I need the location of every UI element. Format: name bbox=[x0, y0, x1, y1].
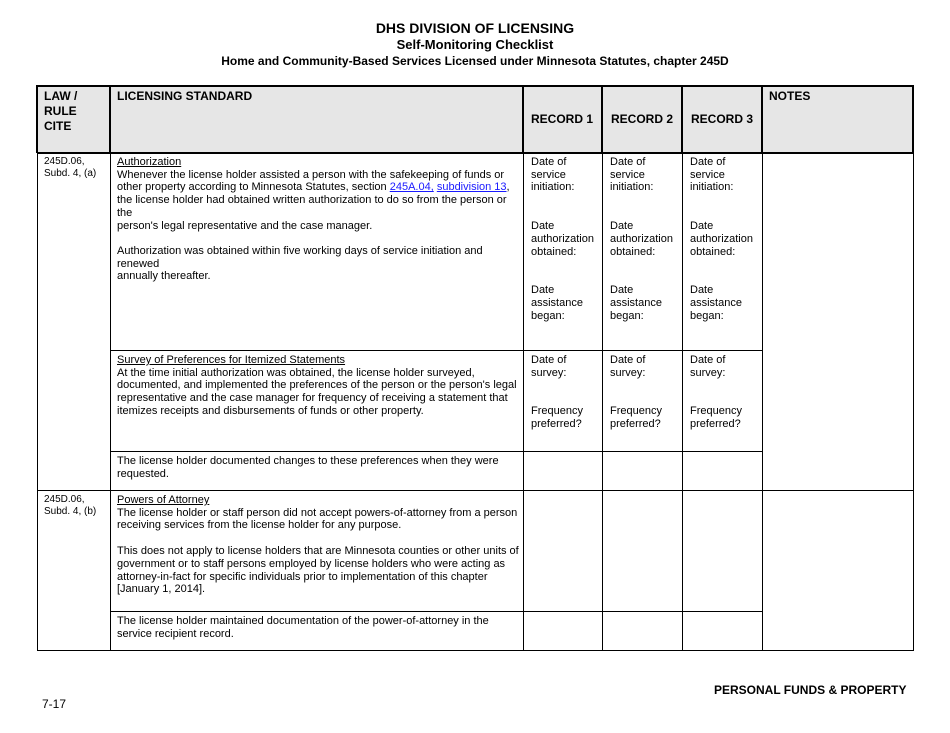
survey-preferences-standard: Survey of Preferences for Itemized Statements At the time initial authorization was obtained, the license holder surveyed, documented, and implemented the preferences of the person or the person's legal representative and the case manager for frequency of receiving a statement that itemizes receipts and disbursements of funds or other property. bbox=[117, 354, 522, 418]
header-bottom-border bbox=[37, 152, 914, 154]
powers-of-attorney-title: Powers of Attorney bbox=[117, 494, 210, 506]
law-rule-cite-header: LAW / RULE CITE bbox=[44, 89, 78, 133]
col-divider-1 bbox=[110, 153, 111, 651]
powers-of-attorney-standard: Powers of Attorney The license holder or staff person did not accept powers-of-attorney from a person receiving services from the license holder for any purpose. This does not apply to license holders that are Minnesota counties or other units of government or to staff persons employed by license holders who were acting as attorney-in-fact for specific individuals prior to implementation of this chapter [January 1, 2014]. bbox=[117, 494, 522, 596]
table-left-border-header bbox=[36, 85, 38, 153]
cite-245d06-subd4a: 245D.06, Subd. 4, (a) bbox=[44, 156, 97, 179]
col-divider-3-header bbox=[601, 85, 603, 153]
record-2-header: RECORD 2 bbox=[611, 112, 674, 126]
record-2-authorization-labels: Date of service initiation: Date authorization obtained: Date assistance began: bbox=[610, 156, 673, 322]
page-description: Home and Community-Based Services Licensed under Minnesota Statutes, chapter 245D bbox=[221, 54, 729, 68]
authorization-title: Authorization bbox=[117, 156, 182, 168]
col-divider-5-header bbox=[761, 85, 763, 153]
notes-header: NOTES bbox=[769, 89, 811, 103]
row-divider-documentation bbox=[111, 611, 762, 612]
col-divider-3 bbox=[602, 153, 603, 651]
poa-documentation-standard: The license holder maintained documentation of the power-of-attorney in the service recipient record. bbox=[117, 615, 489, 640]
table-bottom-border bbox=[37, 650, 914, 651]
documented-changes-standard: The license holder documented changes to these preferences when they were requested. bbox=[117, 455, 499, 480]
col-divider-1-header bbox=[109, 85, 111, 153]
record-2-survey-labels: Date of survey: Frequency preferred? bbox=[610, 354, 662, 431]
col-divider-2 bbox=[523, 153, 524, 651]
authorization-timing-standard: Authorization was obtained within five working days of service initiation and renewed annually thereafter. bbox=[117, 245, 483, 283]
record-3-header: RECORD 3 bbox=[691, 112, 754, 126]
statute-link-245a04[interactable]: 245A.04, bbox=[389, 181, 434, 194]
row-divider-changes bbox=[111, 451, 762, 452]
licensing-standard-header: LICENSING STANDARD bbox=[117, 89, 253, 103]
row-divider-section2 bbox=[37, 490, 914, 491]
record-1-survey-labels: Date of survey: Frequency preferred? bbox=[531, 354, 583, 431]
col-divider-5-section1 bbox=[762, 153, 763, 491]
authorization-standard: Authorization Whenever the license holder assisted a person with the safekeeping of funds or other property according to Minnesota Statutes, section 245A.04, subdivision 13, the license holder had obtained written authorization to do so from the person or the person's legal representative and the case manager. bbox=[117, 156, 522, 232]
col-divider-5-section2 bbox=[762, 491, 763, 651]
record-3-survey-labels: Date of survey: Frequency preferred? bbox=[690, 354, 742, 431]
page-subtitle: Self-Monitoring Checklist bbox=[396, 37, 554, 52]
table-right-border bbox=[913, 153, 914, 651]
survey-preferences-title: Survey of Preferences for Itemized Statements bbox=[117, 354, 346, 366]
statute-link-subdivision-13[interactable]: subdivision 13 bbox=[436, 181, 507, 194]
page-number: 7-17 bbox=[42, 697, 67, 711]
table-right-border-header bbox=[912, 85, 914, 153]
col-divider-4-header bbox=[681, 85, 683, 153]
record-3-authorization-labels: Date of service initiation: Date authorization obtained: Date assistance began: bbox=[690, 156, 753, 322]
section-footer: PERSONAL FUNDS & PROPERTY bbox=[714, 683, 907, 697]
record-1-header: RECORD 1 bbox=[531, 112, 594, 126]
col-divider-2-header bbox=[522, 85, 524, 153]
row-divider-survey bbox=[111, 350, 762, 351]
record-1-authorization-labels: Date of service initiation: Date authorization obtained: Date assistance began: bbox=[531, 156, 594, 322]
cite-245d06-subd4b: 245D.06, Subd. 4, (b) bbox=[44, 494, 97, 517]
table-top-border bbox=[37, 85, 914, 87]
col-divider-4 bbox=[682, 153, 683, 651]
table-left-border bbox=[37, 153, 38, 651]
page-title: DHS DIVISION OF LICENSING bbox=[375, 20, 575, 36]
